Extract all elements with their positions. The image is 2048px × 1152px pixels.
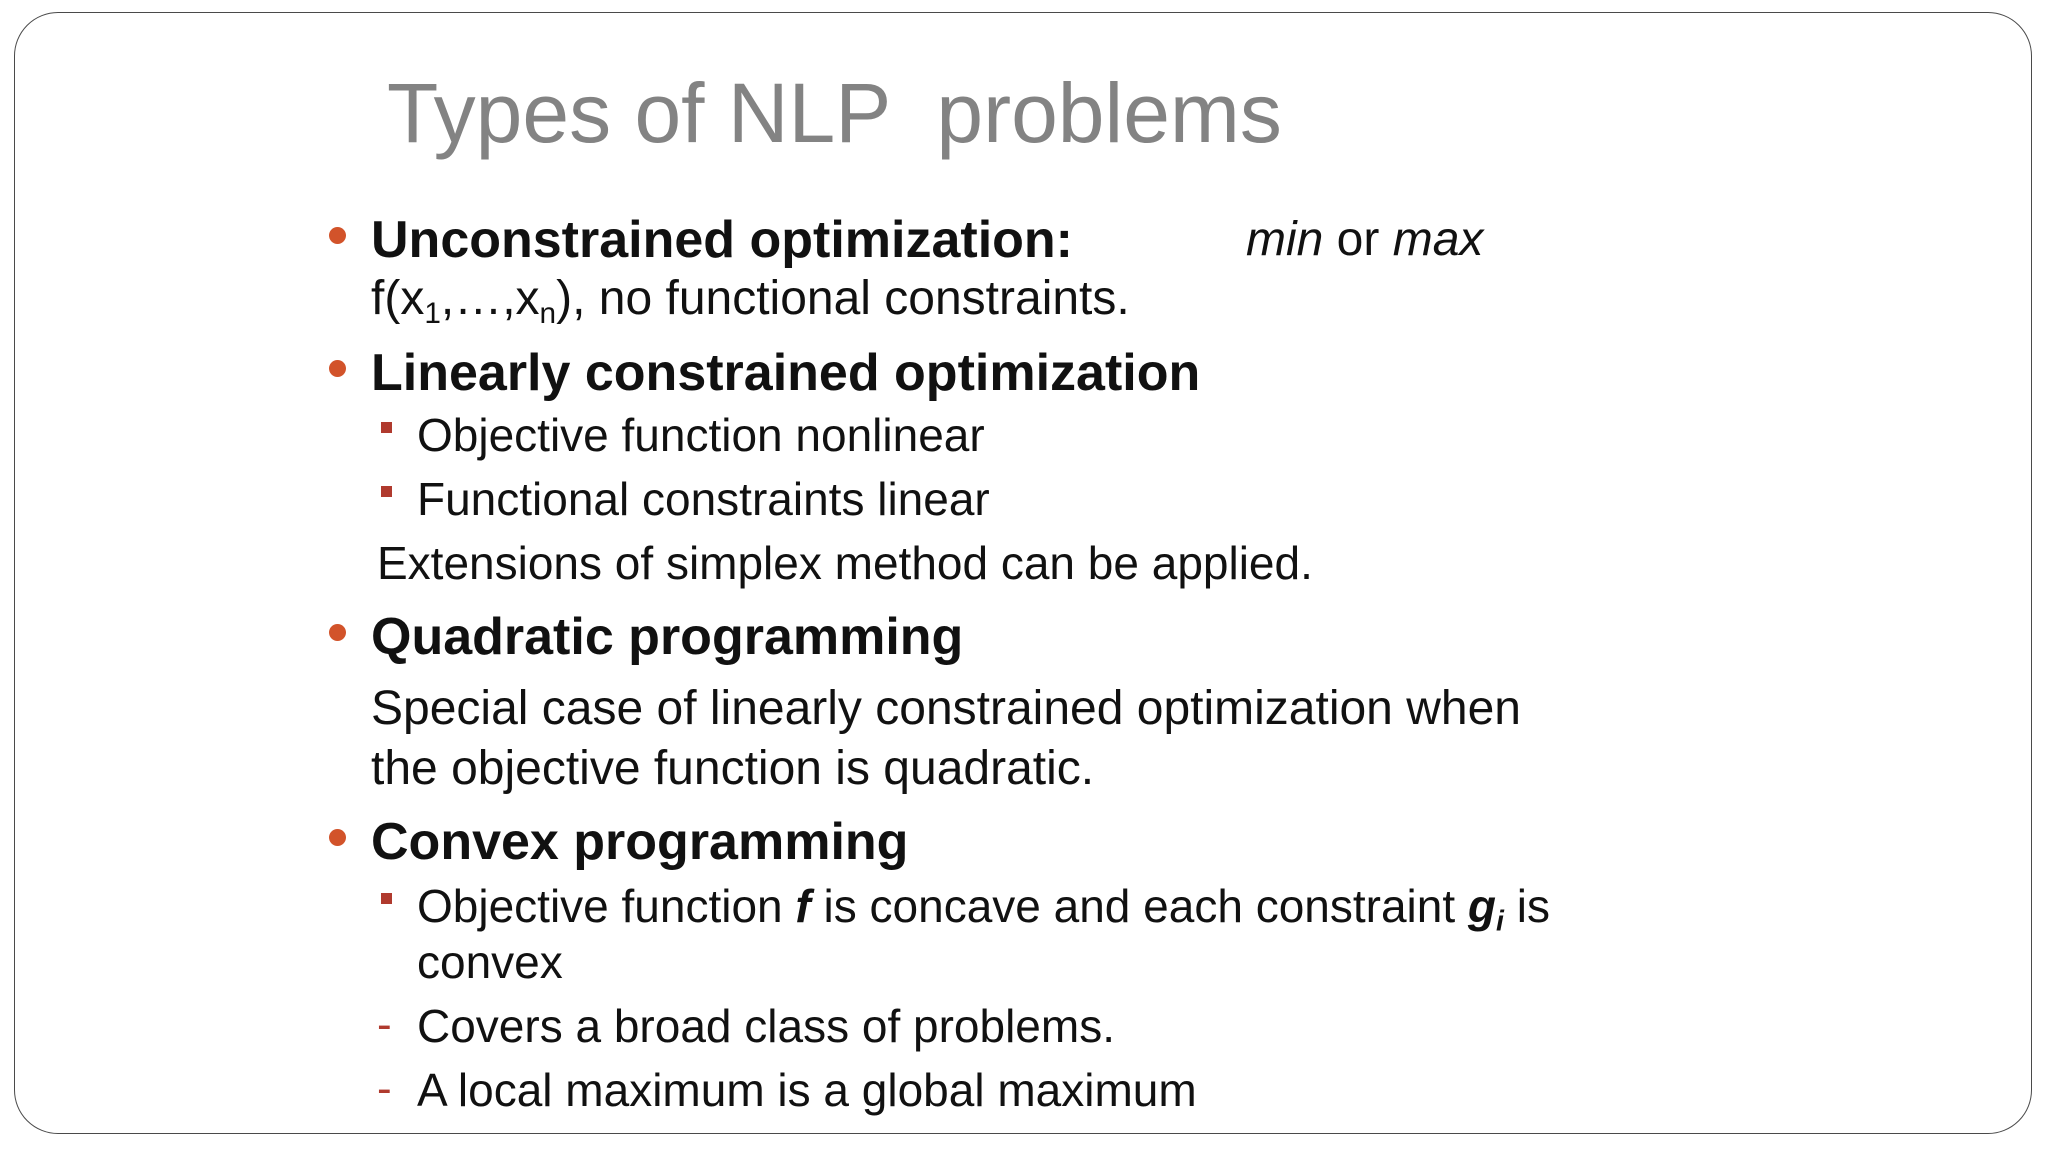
max-text: max (1392, 213, 1484, 266)
bullet-dot-quadratic (329, 624, 346, 641)
linear-sub-1: Objective function nonlinear (417, 409, 985, 461)
bullet-dot-convex (329, 829, 346, 846)
unconstrained-heading: Unconstrained optimization: (371, 211, 1073, 269)
subscript-i: i (1496, 905, 1504, 938)
linear-heading: Linearly constrained optimization (371, 344, 1201, 402)
min-text: min (1246, 213, 1324, 266)
unconstrained-heading-line (371, 211, 1073, 269)
bullet-dot-linear (329, 360, 346, 377)
or-text: or (1323, 213, 1393, 266)
quadratic-heading: Quadratic programming (371, 608, 964, 666)
slide (14, 12, 2032, 1134)
convex-heading: Convex programming (371, 813, 909, 871)
dash-bullet-1: - (377, 1000, 392, 1049)
quadratic-line-1: Special case of linearly constrained optimization when (371, 682, 1521, 735)
variable-f: f (795, 880, 811, 932)
convex-sub-1 (417, 880, 1550, 938)
unconstrained-line2 (371, 272, 1130, 330)
convex-dash-2: A local maximum is a global maximum (417, 1064, 1197, 1116)
sub-bullet-square-3 (381, 893, 392, 904)
convex-sub-1-part-a: Objective function (417, 880, 796, 932)
subscript-n: n (539, 296, 557, 330)
convex-sub-1-part-b: is concave and each constraint (810, 880, 1468, 932)
subscript-1: 1 (424, 296, 441, 330)
sub-bullet-square-1 (381, 422, 392, 433)
function-mid: ,…,x (440, 272, 540, 325)
function-prefix: f(x (371, 272, 425, 325)
bullet-dot-unconstrained (329, 227, 346, 244)
quadratic-line-2: the objective function is quadratic. (371, 742, 1095, 795)
function-suffix: ), no functional constraints. (556, 272, 1130, 325)
variable-g: g (1467, 880, 1497, 932)
sub-bullet-square-2 (381, 486, 392, 497)
convex-sub-1-line-2: convex (417, 936, 563, 988)
convex-dash-1: Covers a broad class of problems. (417, 1000, 1115, 1052)
dash-bullet-2: - (377, 1064, 392, 1113)
linear-sub-2: Functional constraints linear (417, 473, 990, 525)
convex-sub-1-part-c: is (1503, 880, 1550, 932)
slide-title: Types of NLP problems (387, 66, 1282, 160)
linear-note: Extensions of simplex method can be applied. (377, 537, 1313, 589)
unconstrained-minmax (1246, 213, 1484, 266)
